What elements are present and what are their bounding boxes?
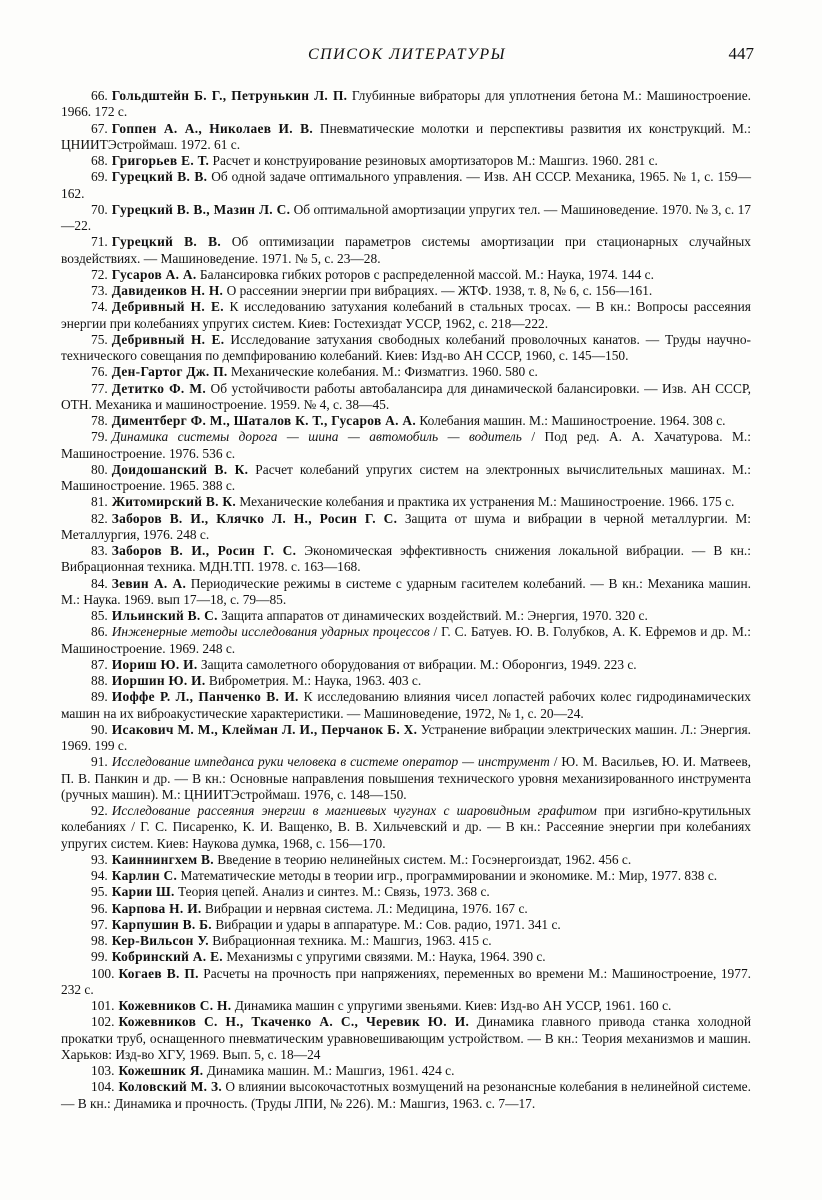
reference-text: Пневматические молотки и перспективы развития их конструкций. М.: ЦНИИТЭстроймаш. 1972. 61 с. [61, 120, 751, 152]
reference-text: Колебания машин. М.: Машиностроение. 1964. 308 с. [419, 413, 726, 428]
reference-text: Защита от шума и вибрации в черной металлургии. М: Металлургия, 1976. 248 с. [61, 510, 751, 542]
reference-text: Экономическая эффективность снижения локальной вибрации. — В кн.: Вибрационная техника. МДН.ТП. 1978. с. 163—168. [61, 543, 751, 575]
reference-number: 86. [91, 624, 108, 640]
reference-number: 75. [91, 331, 108, 347]
reference-text: при изгибно-крутильных колебаниях / Г. С. Писаренко, К. И. Ващенко, В. В. Хильчевский и др. — В кн.: Рассеяние энергии при колебаниях упругих систем. Киев: Наукова думка, 1968, с. 156—170. [61, 803, 751, 851]
reference-entry [61, 462, 751, 495]
reference-number: 72. [91, 266, 108, 282]
reference-author: Житомирский В. К. [111, 494, 237, 510]
reference-entry [61, 364, 751, 380]
reference-text: Вибрации и нервная система. Л.: Медицина, 1976. 167 с. [204, 900, 528, 916]
reference-entry [61, 169, 751, 202]
reference-author: Зевин А. А. [111, 575, 187, 591]
reference-text: Математические методы в теории игр., программировании и экономике. М.: Мир, 1977. 838 с. [180, 868, 718, 883]
reference-entry [61, 576, 751, 609]
reference-author: Иориш Ю. И. [111, 656, 198, 672]
reference-entry [61, 966, 751, 999]
reference-text: Балансировка гибких роторов с распределенной массой. М.: Наука, 1974. 144 с. [199, 266, 654, 282]
reference-text: Об одной задаче оптимального управления. — Изв. АН СССР. Механика, 1965. № 1, с. 159—162. [61, 169, 751, 201]
reference-text: К исследованию затухания колебаний в стальных тросах. — В кн.: Вопросы рассеяния энергии при колебаниях упругих систем. Киев: Гостехиздат УССР, 1962, с. 218—222. [61, 299, 751, 331]
reference-author: Ден-Гартог Дж. П. [111, 364, 228, 380]
reference-entry [61, 234, 751, 267]
reference-author: Гусаров А. А. [111, 266, 197, 282]
reference-entry [61, 673, 751, 689]
reference-number: 69. [91, 169, 108, 185]
reference-number: 99. [91, 949, 108, 965]
reference-number: 94. [91, 868, 108, 883]
reference-author: Иоршин Ю. И. [111, 673, 206, 688]
reference-author: Карлин С. [111, 868, 178, 883]
reference-text: Механические колебания и практика их устранения М.: Машиностроение. 1966. 175 с. [239, 494, 735, 510]
reference-entry [61, 121, 751, 154]
running-title: СПИСОК ЛИТЕРАТУРЫ [307, 46, 507, 63]
reference-author: Гольдштейн Б. Г., Петрунькин Л. П. [111, 88, 348, 103]
reference-entry [61, 543, 751, 576]
reference-number: 78. [91, 413, 108, 428]
reference-text: Устранение вибрации электрических машин. Л.: Энергия. 1969. 199 с. [61, 721, 751, 753]
reference-text: Вибрации и удары в аппаратуре. М.: Сов. радио, 1971. 341 с. [215, 916, 561, 932]
reference-entry [61, 933, 751, 949]
reference-text: Динамика главного привода станка холодной прокатки труб, оснащенного пневматическим уравновешивающим устройством. — В кн.: Теория механизмов и машин. Харьков: Изд-во ХГУ, 1969. Вып. 5, с. 18—24 [61, 1014, 751, 1062]
page-header [60, 42, 754, 72]
reference-author: Доидошанский В. К. [111, 461, 249, 477]
reference-author: Григорьев Е. Т. [111, 153, 210, 168]
reference-text: Теория цепей. Анализ и синтез. М.: Связь, 1973. 368 с. [178, 884, 490, 900]
page-number: 447 [728, 44, 754, 63]
reference-text: О рассеянии энергии при вибрациях. — ЖТФ. 1938, т. 8, № 6, с. 156—161. [226, 283, 653, 298]
reference-author: Карии Ш. [111, 884, 175, 900]
reference-number: 66. [91, 88, 108, 103]
reference-text: Расчет колебаний упругих систем на электронных вычислительных машинах. М.: Машиностроение. 1965. 388 с. [61, 461, 751, 493]
reference-number: 83. [91, 543, 108, 558]
reference-number: 84. [91, 575, 108, 591]
reference-entry [61, 299, 751, 332]
reference-number: 98. [91, 933, 108, 948]
reference-text: / Г. С. Батуев. Ю. В. Голубков, А. К. Ефремов и др. М.: Машиностроение. 1969. 248 с. [61, 624, 751, 656]
reference-author: Гурецкий В. В., Мазин Л. С. [111, 201, 291, 217]
reference-text: / Под ред. А. А. Хачатурова. М.: Машиностроение. 1976. 536 с. [61, 429, 751, 461]
reference-number: 103. [91, 1063, 115, 1078]
reference-number: 101. [91, 998, 115, 1013]
reference-entry [61, 884, 751, 900]
reference-number: 82. [91, 510, 108, 526]
reference-number: 73. [91, 283, 108, 298]
reference-text: Динамика машин с упругими звеньями. Киев: Изд-во АН УССР, 1961. 160 с. [234, 998, 672, 1013]
reference-text: / Ю. М. Васильев, Ю. И. Матвеев, П. В. Панкин и др. — В кн.: Основные направления повышения технического уровня механизированного инструмента (ручных машин). М.: ЦНИИТЭстроймаш. 1976, с. 148—150. [61, 754, 751, 802]
reference-author: Заборов В. И., Росин Г. С. [111, 543, 297, 558]
reference-number: 68. [91, 153, 108, 168]
reference-title: Инженерные методы исследования ударных процессов [111, 624, 430, 640]
reference-author: Когаев В. П. [118, 965, 199, 981]
reference-author: Ильинский В. С. [111, 608, 218, 623]
reference-author: Гурецкий В. В. [111, 234, 221, 250]
reference-entry [61, 949, 751, 965]
reference-entry [61, 754, 751, 803]
reference-author: Исакович М. М., Клейман Л. И., Перчанок Б. Х. [111, 721, 418, 737]
reference-author: Давидеиков Н. Н. [111, 283, 224, 298]
reference-number: 71. [91, 234, 108, 250]
reference-number: 67. [91, 120, 108, 136]
reference-text: Расчеты на прочность при напряжениях, переменных во времени М.: Машиностроение, 1977. 232 с. [61, 965, 751, 997]
reference-text: Расчет и конструирование резиновых амортизаторов М.: Машгиз. 1960. 281 с. [212, 153, 658, 168]
reference-entry [61, 608, 751, 624]
reference-number: 89. [91, 689, 108, 705]
reference-number: 95. [91, 884, 108, 900]
reference-author: Гурецкий В. В. [111, 169, 208, 185]
reference-title: Динамика системы дорога — шина — автомобиль — водитель [111, 429, 522, 445]
reference-author: Заборов В. И., Клячко Л. Н., Роcин Г. С. [111, 510, 398, 526]
reference-entry [61, 153, 751, 169]
reference-entry [61, 283, 751, 299]
reference-number: 74. [91, 299, 108, 315]
reference-title: Исследование рассеяния энергии в магниевых чугунах с шаровидным графитом [111, 803, 597, 818]
reference-number: 104. [91, 1079, 115, 1095]
reference-entry [61, 624, 751, 657]
reference-entry [61, 1079, 751, 1112]
reference-text: Защита самолетного оборудования от вибрации. М.: Оборонгиз, 1949. 223 с. [200, 656, 637, 672]
reference-author: Кожевников С. Н. [118, 998, 232, 1013]
reference-text: Защита аппаратов от динамических воздействий. М.: Энергия, 1970. 320 с. [221, 608, 648, 623]
reference-text: Исследование затухания свободных колебаний проволочных канатов. — Труды научно-технического совещания по демпфированию колебаний. Киев: Изд-во АН СССР, 1960, с. 145—150. [61, 331, 751, 363]
reference-text: О влиянии высокочастотных возмущений на резонансные колебания в нелинейной системе. — В кн.: Динамика и прочность. (Труды ЛПИ, № 226). М.: Машгиз, 1963. с. 7—17. [61, 1079, 751, 1111]
reference-entry [61, 413, 751, 429]
reference-number: 102. [91, 1014, 115, 1030]
reference-entry [61, 689, 751, 722]
reference-entry [61, 202, 751, 235]
reference-author: Кер-Вильсон У. [111, 933, 209, 948]
reference-entry [61, 429, 751, 462]
reference-number: 85. [91, 608, 108, 623]
reference-entry [61, 657, 751, 673]
reference-text: Вибрационная техника. М.: Машгиз, 1963. 415 с. [212, 933, 492, 948]
reference-text: К исследованию влияния чисел лопастей рабочих колес гидродинамических машин на их виброакустические характеристики. — Машиноведение, 1972, № 1, с. 20—24. [61, 689, 751, 721]
reference-entry [61, 381, 751, 414]
reference-number: 77. [91, 380, 108, 396]
reference-text: Динамика машин. М.: Машгиз, 1961. 424 с. [206, 1063, 455, 1078]
reference-number: 97. [91, 916, 108, 932]
reference-entry [61, 1063, 751, 1079]
reference-entry [61, 88, 751, 121]
reference-text: Виброметрия. М.: Наука, 1963. 403 с. [208, 673, 422, 688]
reference-entry [61, 494, 751, 510]
reference-number: 93. [91, 851, 108, 867]
reference-number: 96. [91, 900, 108, 916]
reference-number: 91. [91, 754, 108, 770]
reference-number: 87. [91, 656, 108, 672]
reference-number: 88. [91, 673, 108, 688]
reference-author: Диментберг Ф. М., Шаталов К. Т., Гусаров А. А. [111, 413, 417, 428]
reference-author: Дебривный Н. Е. [111, 299, 224, 315]
reference-author: Дебривный Н. Е. [111, 331, 225, 347]
reference-entry [61, 852, 751, 868]
reference-number: 90. [91, 721, 108, 737]
reference-number: 70. [91, 201, 108, 217]
reference-entry [61, 332, 751, 365]
reference-text: Механические колебания. М.: Физматгиз. 1960. 580 с. [230, 364, 538, 380]
reference-author: Иоффе Р. Л., Панченко В. И. [111, 689, 299, 705]
reference-text: Введение в теорию нелинейных систем. М.: Госэнергоиздат, 1962. 456 с. [217, 851, 632, 867]
reference-number: 76. [91, 364, 108, 380]
reference-entry [61, 901, 751, 917]
reference-number: 80. [91, 461, 108, 477]
reference-entry [61, 1014, 751, 1063]
reference-title: Исследование импеданса руки человека в системе оператор — инструмент [111, 754, 550, 770]
reference-number: 100. [91, 965, 115, 981]
reference-text: Об оптимизации параметров системы амортизации при стационарных случайных воздействиях. — Машиноведение. 1971. № 5, с. 23—28. [61, 234, 751, 266]
reference-author: Коловский М. З. [118, 1079, 222, 1095]
reference-number: 92. [91, 803, 108, 818]
reference-entry [61, 868, 751, 884]
reference-number: 79. [91, 429, 108, 445]
reference-entry [61, 917, 751, 933]
reference-author: Кожевников С. Н., Ткаченко А. С., Черевик Ю. И. [118, 1014, 470, 1030]
reference-list [61, 88, 751, 1112]
reference-author: Карпушин В. Б. [111, 916, 212, 932]
reference-text: Глубинные вибраторы для уплотнения бетона М.: Машиностроение. 1966. 172 с. [61, 88, 751, 120]
reference-text: Периодические режимы в системе с ударным гасителем колебаний. — В кн.: Механика машин. М.: Наука. 1969. вып 17—18, с. 79—85. [61, 575, 751, 607]
reference-entry [61, 803, 751, 852]
reference-entry [61, 267, 751, 283]
reference-number: 81. [91, 494, 108, 510]
reference-text: Об оптимальной амортизации упругих тел. — Машиноведение. 1970. № 3, с. 17—22. [61, 201, 751, 233]
reference-author: Детитко Ф. М. [111, 380, 206, 396]
reference-entry [61, 511, 751, 544]
reference-author: Каиннингхем В. [111, 851, 214, 867]
reference-text: Об устойчивости работы автобалансира для динамической балансировки. — Изв. АН СССР, ОТН. Механика и машиностроение. 1959. № 4, с. 38—45. [61, 380, 751, 412]
reference-text: Механизмы с упругими связями. М.: Наука, 1964. 390 с. [226, 949, 546, 965]
reference-author: Гоппен А. А., Николаев И. В. [111, 120, 313, 136]
reference-author: Карпова Н. И. [111, 900, 202, 916]
reference-entry [61, 722, 751, 755]
reference-entry [61, 998, 751, 1014]
reference-author: Кобринский А. Е. [111, 949, 223, 965]
reference-author: Кожешник Я. [118, 1063, 204, 1078]
